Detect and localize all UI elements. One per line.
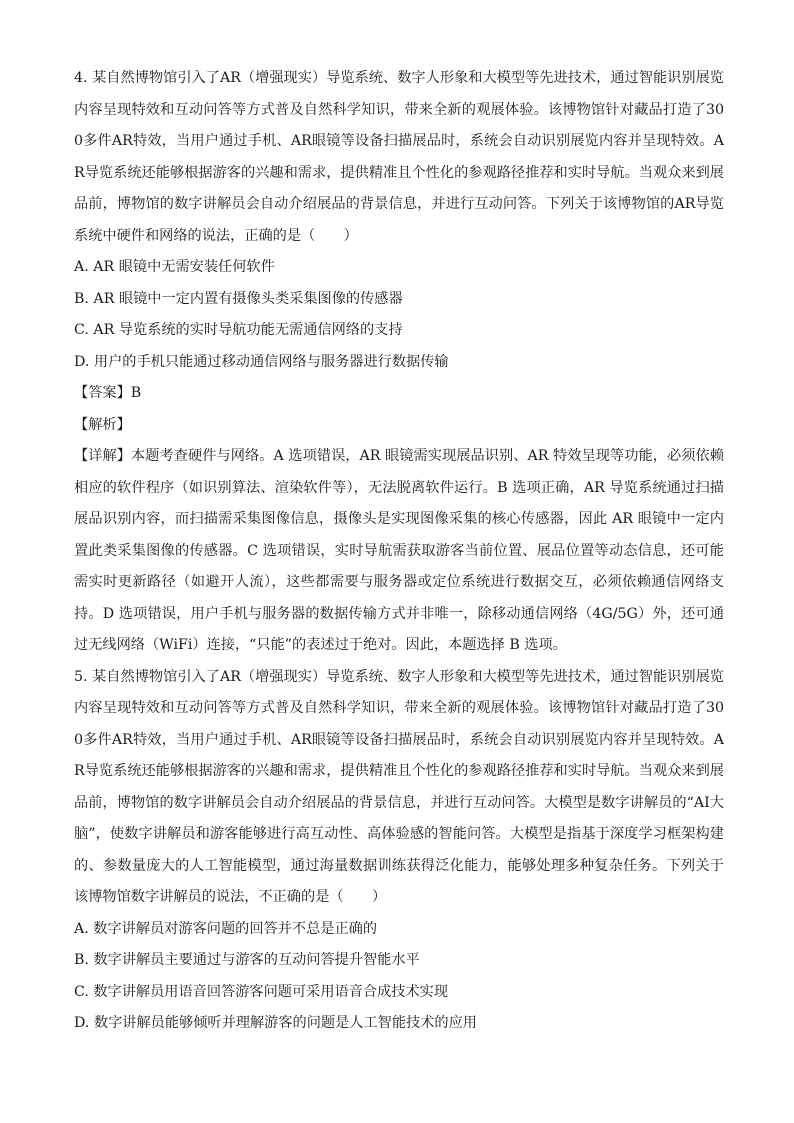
question-stem: 4. 某自然博物馆引入了AR（增强现实）导览系统、数字人形象和大模型等先进技术，通过智能识别展览内容呈现特效和互动问答等方式普及自然科学知识，带来全新的观展体验。该博物馆针对藏品打造了300多件AR特效，当用户通过手机、AR眼镜等设备扫描展品时，系统会自动识别展览内容并呈现特效。AR导览系统还能够根据游客的兴趣和需求，提供精准且个性化的参观路径推荐和实时导航。当观众来到展品前，博物馆的数字讲解员会自动介绍展品的背景信息，并进行互动问答。下列关于该博物馆的AR导览系统中硬件和网络的说法，正确的是（ ） xyxy=(74,70,724,244)
answer-label: 【答案】B xyxy=(74,385,142,401)
detailed-explanation: 【详解】本题考查硬件与网络。A 选项错误，AR 眼镜需实现展品识别、AR 特效呈现等功能，必须依赖相应的软件程序（如识别算法、渲染软件等），无法脱离软件运行。B 选项正确，AR 导览系统通过扫描展品识别内容，而扫描需采集图像信息，摄像头是实现图像采集的核心传感器，因此 AR 眼镜中一定内置此类采集图像的传感器。C 选项错误，实时导航需获取游客当前位置、展品位置等动态信息，还可能需实时更新路径（如避开人流），这些都需要与服务器或定位系统进行数据交互，必须依赖通信网络支持。D 选项错误，用户手机与服务器的数据传输方式并非唯一，除移动通信网络（4G/5G）外，还可通过无线网络（WiFi）连接，“只能”的表述过于绝对。因此，本题选择 B 选项。 xyxy=(74,448,724,653)
question-stem: 5. 某自然博物馆引入了AR（增强现实）导览系统、数字人形象和大模型等先进技术，通过智能识别展览内容呈现特效和互动问答等方式普及自然科学知识，带来全新的观展体验。该博物馆针对藏品打造了300多件AR特效，当用户通过手机、AR眼镜等设备扫描展品时，系统会自动识别展览内容并呈现特效。AR导览系统还能够根据游客的兴趣和需求，提供精准且个性化的参观路径推荐和实时导航。当观众来到展品前，博物馆的数字讲解员会自动介绍展品的背景信息，并进行互动问答。大模型是数字讲解员的“AI大脑”，使数字讲解员和游客能够进行高互动性、高体验感的智能问答。大模型是指基于深度学习框架构建的、参数量庞大的人工智能模型，通过海量数据训练获得泛化能力，能够处理多种复杂任务。下列关于该博物馆数字讲解员的说法，不正确的是（ ） xyxy=(74,668,724,905)
option-a: A. AR 眼镜中无需安装任何软件 xyxy=(74,259,275,275)
question-4 xyxy=(74,63,724,662)
option-d: D. 用户的手机只能通过移动通信网络与服务器进行数据传输 xyxy=(74,353,449,370)
question-5 xyxy=(74,662,724,1040)
option-d: D. 数字讲解员能够倾听并理解游客的问题是人工智能技术的应用 xyxy=(74,1015,477,1031)
option-c: C. 数字讲解员用语音回答游客问题可采用语音合成技术实现 xyxy=(74,983,449,1000)
option-b: B. AR 眼镜中一定内置有摄像头类采集图像的传感器 xyxy=(74,290,403,307)
option-a: A. 数字讲解员对游客问题的回答并不总是正确的 xyxy=(74,920,378,937)
document-page xyxy=(74,63,724,1040)
option-c: C. AR 导览系统的实时导航功能无需通信网络的支持 xyxy=(74,322,403,338)
analysis-label: 【解析】 xyxy=(74,416,131,433)
option-b: B. 数字讲解员主要通过与游客的互动问答提升智能水平 xyxy=(74,952,420,968)
